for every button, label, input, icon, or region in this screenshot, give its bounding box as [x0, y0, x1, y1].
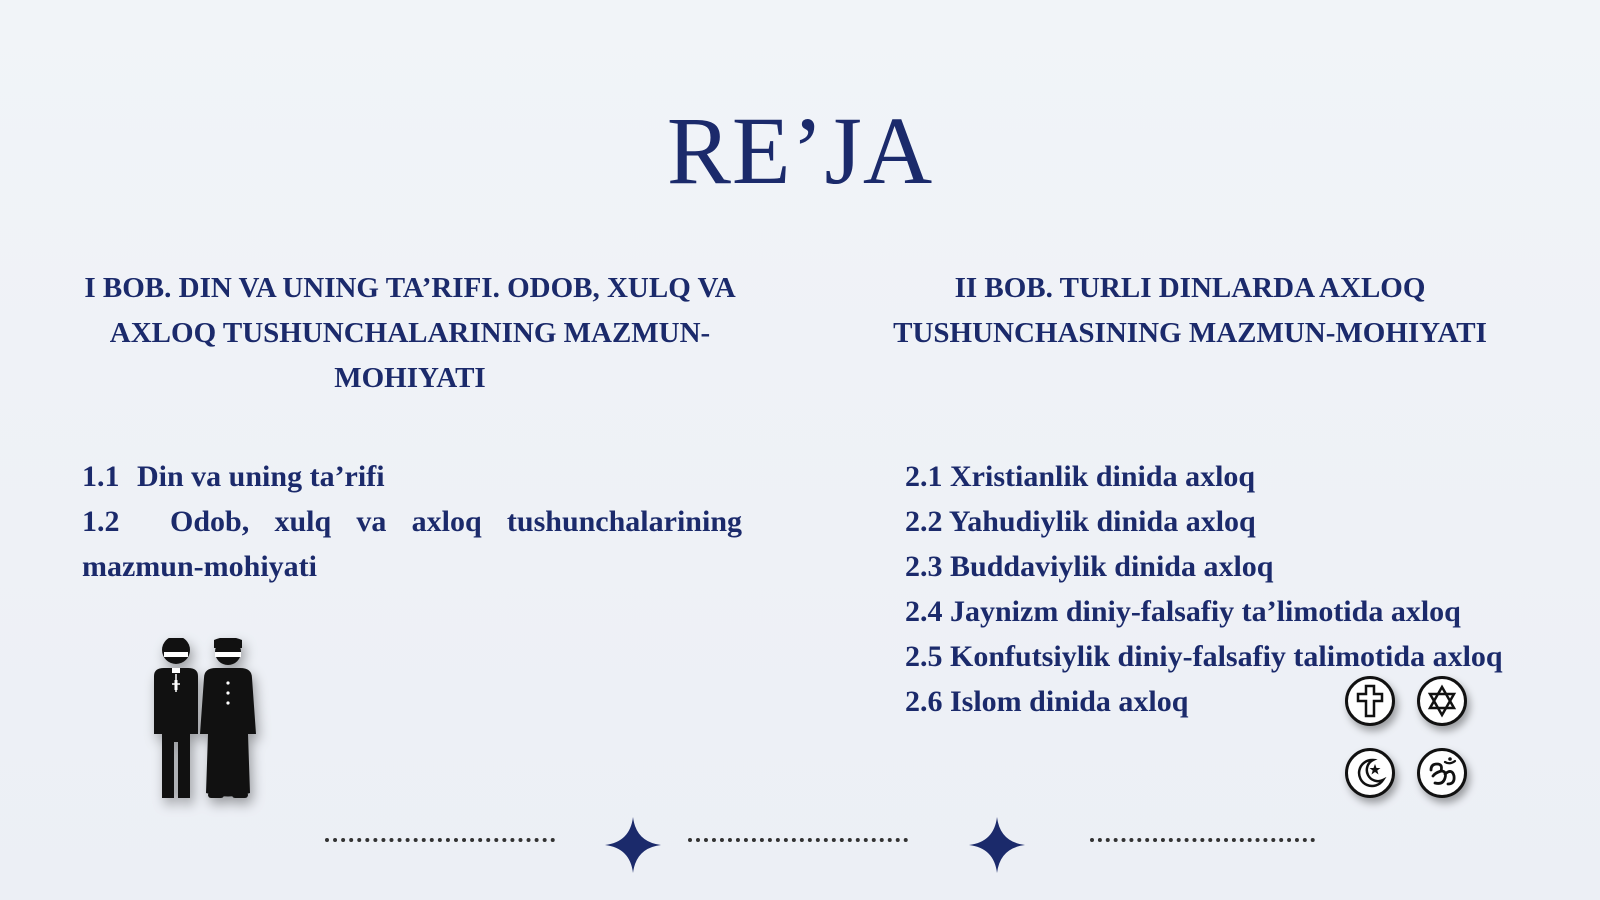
- list-item: 2.5 Konfutsiylik diniy-falsafiy talimotida axloq: [905, 640, 1503, 673]
- sparkle-star-icon: [969, 817, 1025, 873]
- sparkle-star-icon: [605, 817, 661, 873]
- chapter-2-heading: II BOB. TURLI DINLARDA AXLOQ TUSHUNCHASINING MAZMUN-MOHIYATI: [893, 272, 1487, 349]
- list-item: 2.2 Yahudiylik dinida axloq: [905, 505, 1256, 538]
- chapter-1-list: [82, 454, 742, 589]
- clergy-people-icon: [142, 638, 272, 803]
- list-item-number: 1.1: [82, 460, 120, 493]
- crescent-star-icon: [1345, 748, 1395, 798]
- list-item: [82, 499, 742, 589]
- religious-symbols: [1345, 676, 1495, 826]
- star-of-david-icon: [1417, 676, 1467, 726]
- list-item-number: 1.2: [82, 505, 120, 538]
- cross-icon: [1345, 676, 1395, 726]
- list-item: [82, 454, 742, 499]
- dotted-divider: [325, 838, 555, 848]
- chapter-1-heading: I BOB. DIN VA UNING TA’RIFI. ODOB, XULQ VA AXLOQ TUSHUNCHALARINING MAZMUN-MOHIYATI: [84, 272, 736, 394]
- list-item: 2.1 Xristianlik dinida axloq: [905, 460, 1256, 493]
- list-item: 2.3 Buddaviylik dinida axloq: [905, 550, 1274, 583]
- list-item: 2.6 Islom dinida axloq: [905, 685, 1189, 718]
- dotted-divider: [688, 838, 908, 848]
- list-item-text: Din va uning ta’rifi: [137, 460, 385, 493]
- list-item-text: Odob, xulq va axloq tushunchalarining mazmun-mohiyati: [82, 505, 742, 583]
- dotted-divider: [1090, 838, 1315, 848]
- list-item: 2.4 Jaynizm diniy-falsafiy ta’limotida axloq: [905, 595, 1461, 628]
- slide-title: RE’JA: [666, 97, 934, 204]
- om-icon: [1417, 748, 1467, 798]
